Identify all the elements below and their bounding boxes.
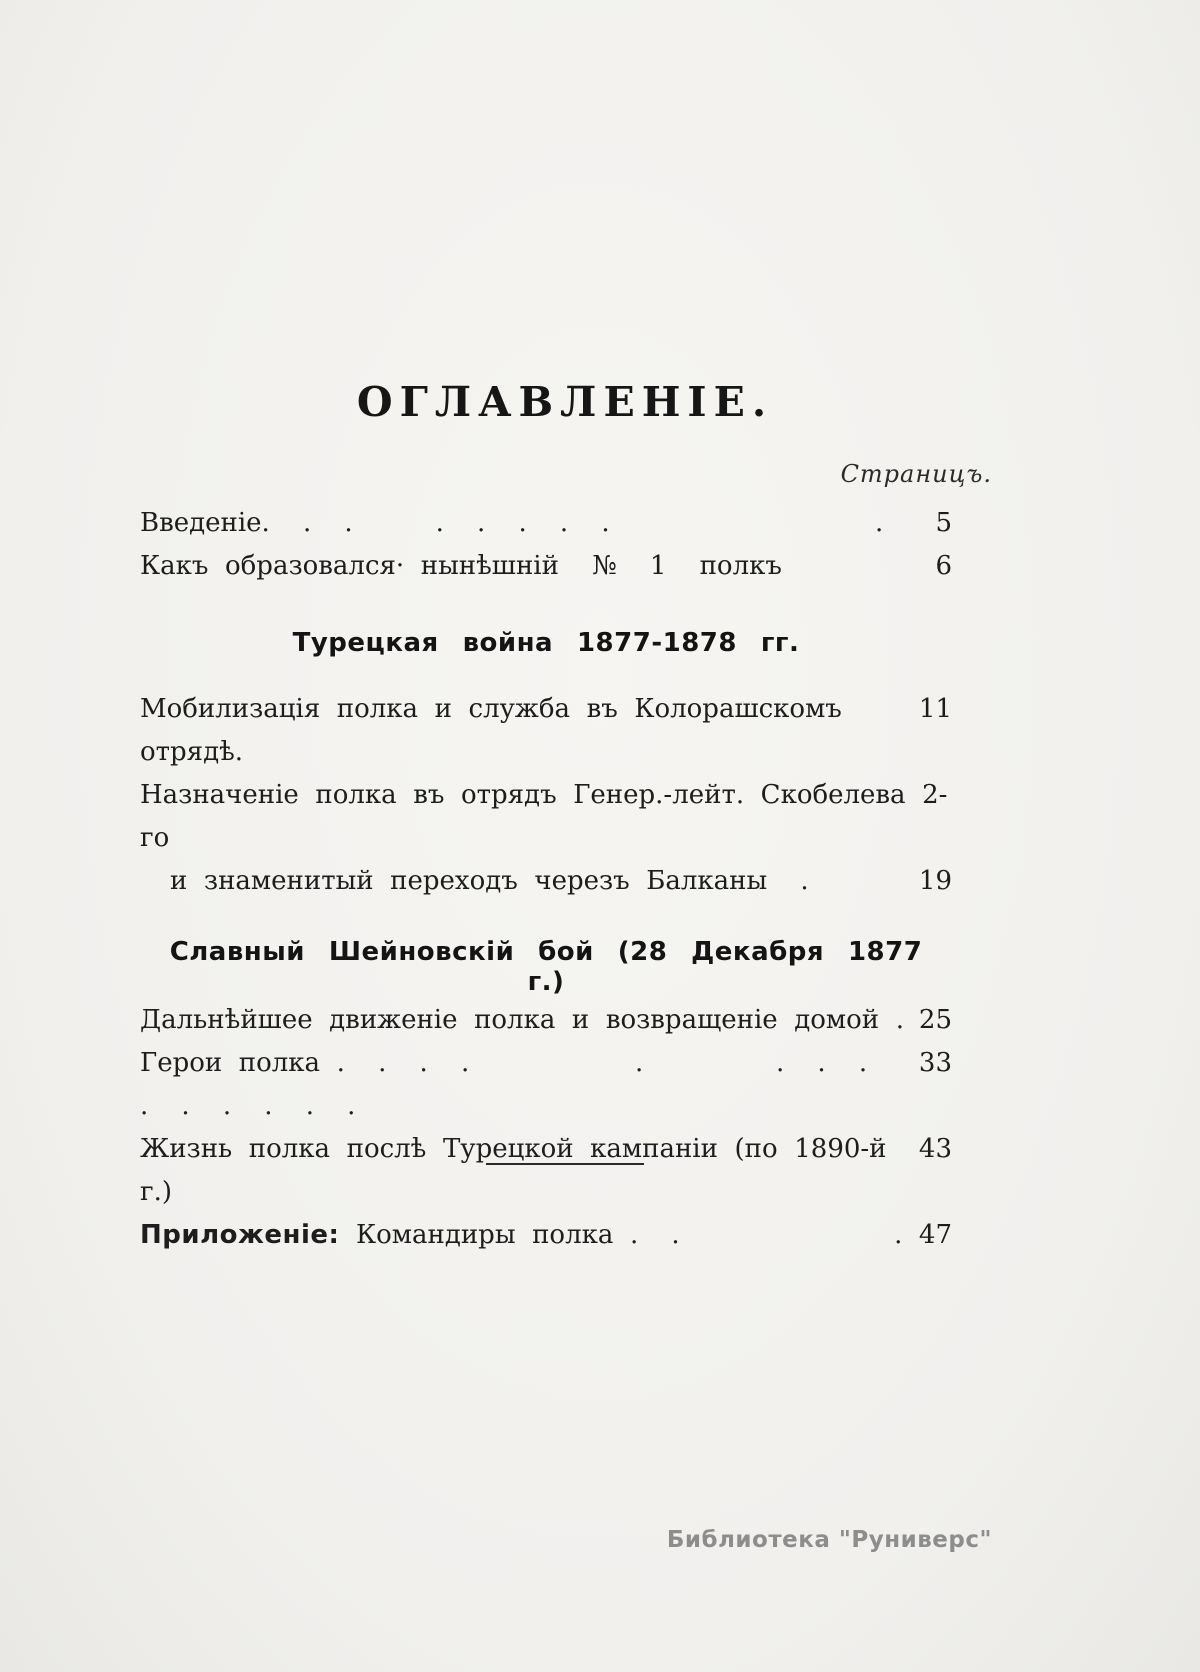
toc-entry-page: 19: [918, 866, 952, 896]
toc-entry-appendix: [140, 1214, 952, 1257]
toc-entry-further-movement: [140, 999, 952, 1042]
toc-entry-page: 33: [918, 1048, 952, 1078]
toc-entry-label: и знаменитый переходъ черезъ Балканы .: [170, 866, 809, 896]
toc-entry-page: 5: [935, 508, 952, 538]
library-watermark: Библиотека "Руниверс": [666, 1527, 992, 1553]
toc-entry-text: Командиры полка . .: [356, 1220, 680, 1250]
pages-column-header: Страницъ.: [840, 460, 992, 488]
toc-entry-label: Введеніе. . . . . . . . .: [140, 508, 884, 538]
toc-entry-label: Мобилизація полка и служба въ Колорашскомъ отрядѣ.: [140, 694, 859, 767]
toc-entry-assignment-line2: [140, 860, 952, 903]
section-heading-sheynovo-battle: Славный Шейновскій бой (28 Декабря 1877 г.): [169, 937, 923, 997]
toc-entry-page: 11: [918, 694, 952, 724]
toc-entry-label: Жизнь полка послѣ Турецкой кампаніи (по 1890-й г.): [140, 1134, 904, 1207]
toc-entry-page: 6: [935, 551, 952, 581]
toc-entry-label: Дальнѣйшее движеніе полка и возвращеніе домой .: [140, 1005, 904, 1035]
toc-entry-page: . 47: [894, 1220, 952, 1250]
toc-entry-page: 25: [918, 1005, 952, 1035]
toc-entry-assignment-line1: [140, 774, 952, 860]
toc-entry-regiment-heroes: [140, 1042, 952, 1128]
appendix-prefix: Приложеніе:: [140, 1220, 340, 1250]
section-heading-turkish-war: Турецкая война 1877-1878 гг.: [292, 628, 800, 658]
toc-entry-page: 43: [918, 1134, 952, 1164]
toc-entry-label: [140, 1214, 680, 1257]
toc-entry-label: Какъ образовался· нынѣшній № 1 полкъ: [140, 551, 782, 581]
toc-entry-label: Герои полка . . . . . . . . . . . . . .: [140, 1048, 901, 1121]
toc-entry-regiment-formation: [140, 545, 952, 588]
toc-entry-introduction: [140, 502, 952, 545]
toc-entry-mobilization: [140, 688, 952, 774]
divider-rule: [486, 1163, 644, 1165]
page-title: ОГЛАВЛЕНІЕ.: [356, 378, 774, 426]
toc-entry-regiment-life: [140, 1128, 952, 1214]
toc-entry-label: Назначеніе полка въ отрядъ Генер.-лейт. Скобелева 2-го: [140, 780, 948, 853]
table-of-contents: [140, 502, 952, 1257]
